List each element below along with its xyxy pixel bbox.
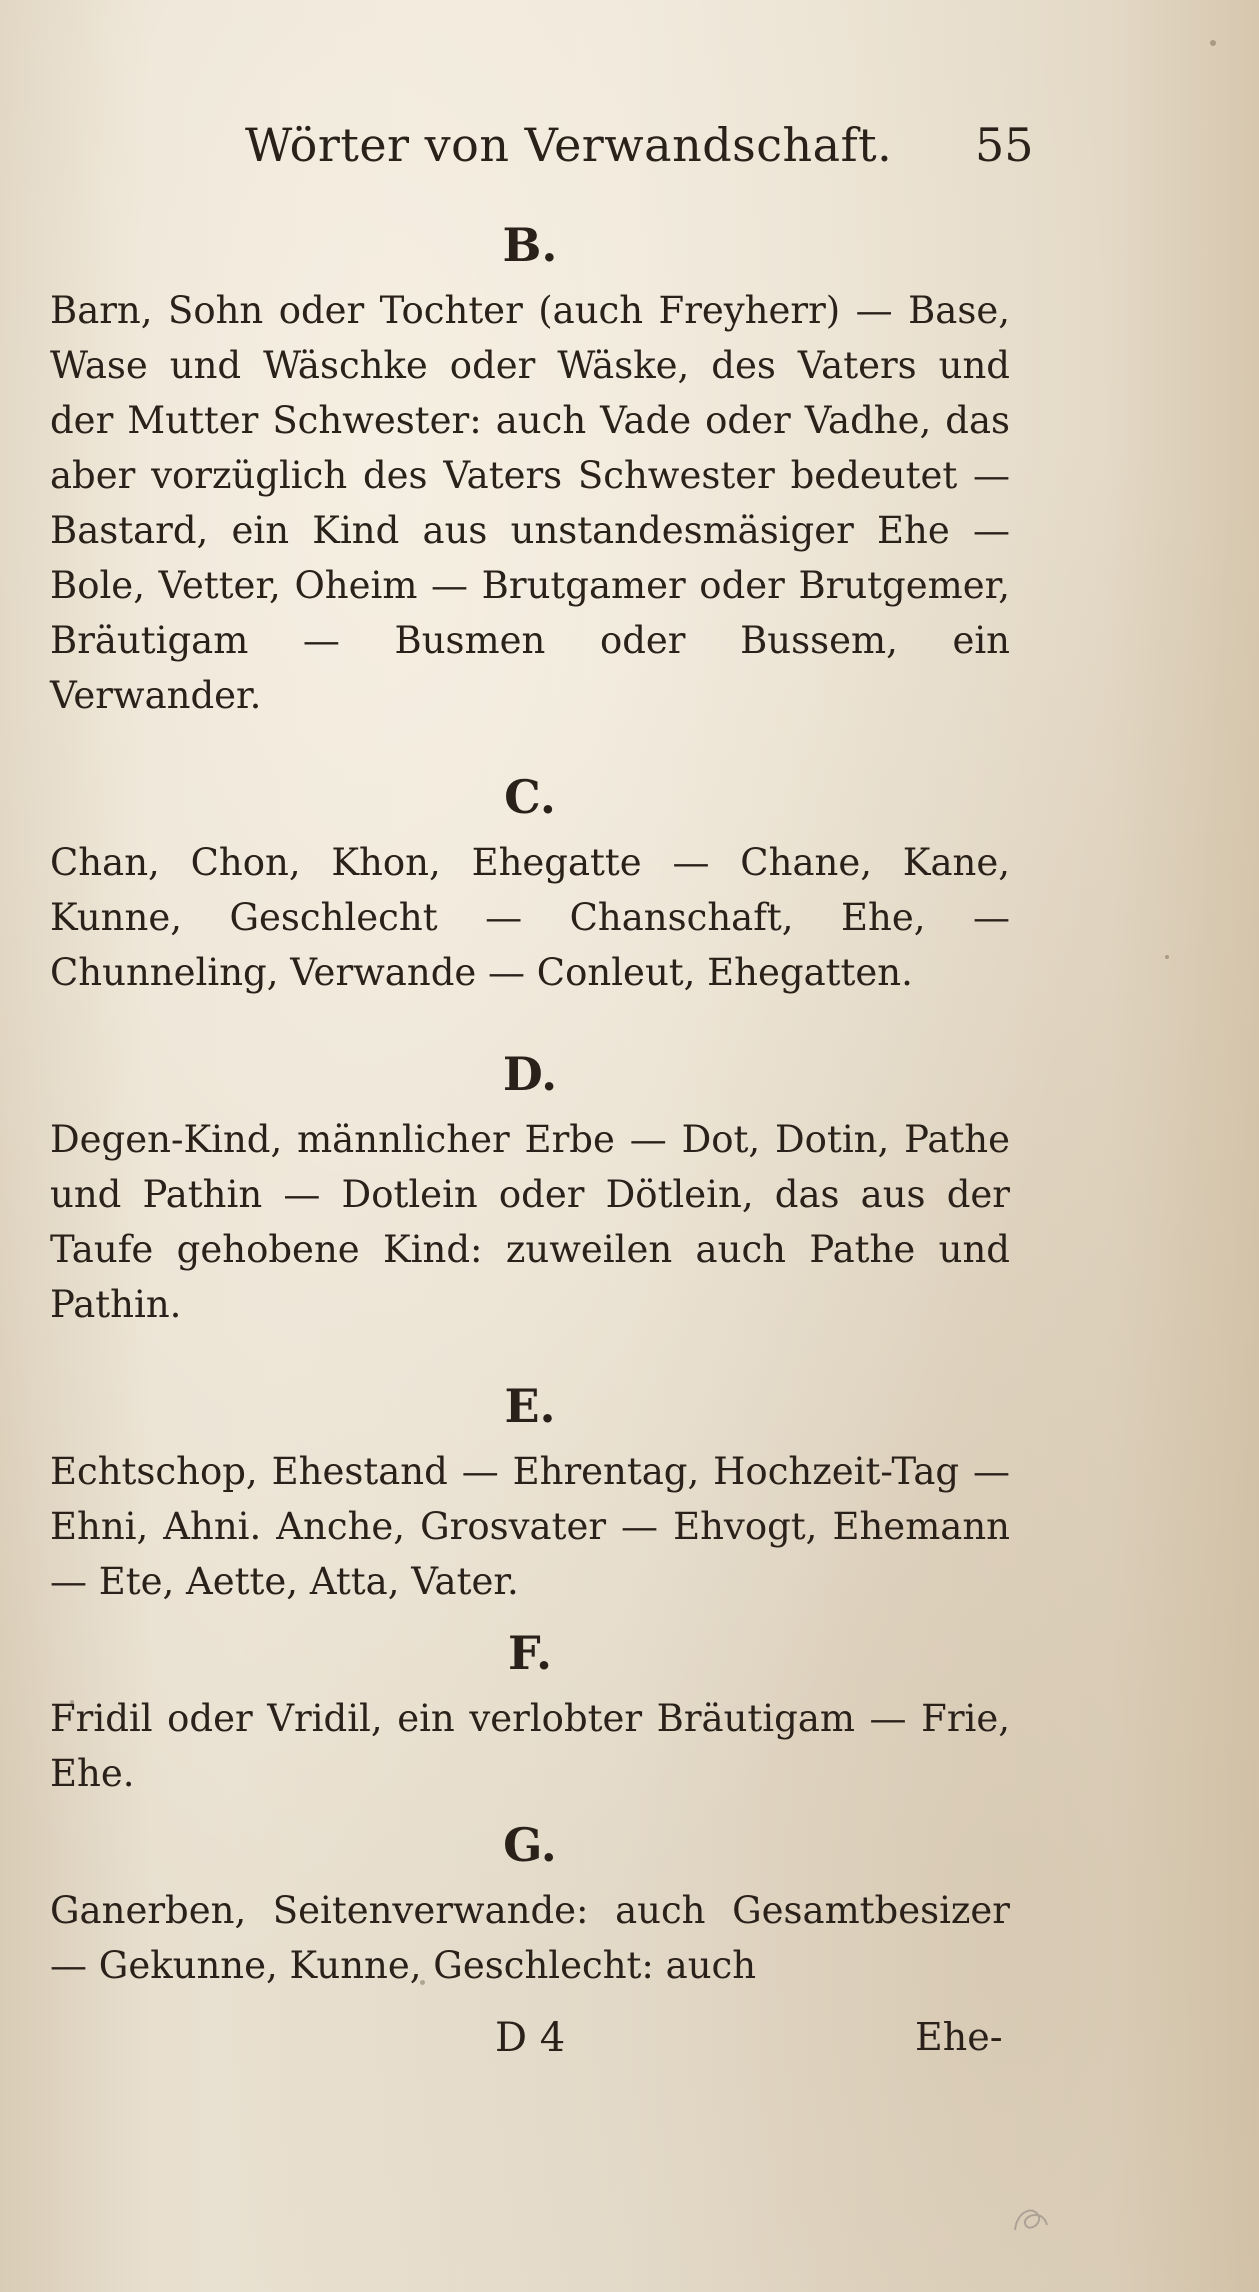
section-text: Fridil oder Vridil, ein verlobter Bräutigam — Frie, Ehe. [50, 1697, 1010, 1795]
section-heading: F. [507, 1626, 553, 1680]
section-text: Echtschop, Ehestand — Ehrentag, Hochzeit-Tag — Ehni, Ahni. Anche, Grosvater — Ehvogt, Ehemann — Ete, Aette, Atta, Vater. [50, 1450, 1010, 1603]
section-c [50, 767, 1010, 1000]
section-e [50, 1376, 1010, 1609]
section-b [50, 215, 1010, 723]
section-heading: C. [504, 770, 556, 824]
paper-speck [420, 1980, 425, 1985]
paper-speck [1165, 955, 1169, 959]
page-footer [0, 2015, 1259, 2075]
section-text: Degen-Kind, männlicher Erbe — Dot, Dotin, Pathe und Pathin — Dotlein oder Dötlein, das aus der Taufe gehobene Kind: zuweilen auch Pathe und Pathin. [50, 1118, 1010, 1326]
pencil-scribble-icon [1005, 2195, 1055, 2245]
section-f [50, 1623, 1010, 1801]
section-g [50, 1815, 1010, 1993]
page-number: 55 [975, 118, 1034, 172]
section-heading: G. [503, 1818, 557, 1872]
section-text: Ganerben, Seitenverwande: auch Gesamtbesizer — Gekunne, Kunne, Geschlecht: auch [50, 1889, 1010, 1987]
section-heading: D. [502, 1047, 558, 1101]
running-title: Wörter von Verwandschaft. [245, 118, 893, 172]
section-d [50, 1044, 1010, 1332]
paper-speck [1210, 40, 1216, 46]
section-text: Barn, Sohn oder Tochter (auch Freyherr) — Base, Wase und Wäschke oder Wäske, des Vaters und der Mutter Schwester: auch Vade oder Vadhe, das aber vorzüglich des Vaters Schwester bedeutet — Bastard, ein Kind aus unstandesmäsiger Ehe — Bole, Vetter, Oheim — Brutgamer oder Brutgemer, Bräutigam — Busmen oder Bussem, ein Verwander. [50, 289, 1010, 717]
page-body [50, 215, 1010, 1993]
page-header [0, 118, 1259, 188]
signature-mark: D 4 [495, 2015, 566, 2061]
section-text: Chan, Chon, Khon, Ehegatte — Chane, Kane, Kunne, Geschlecht — Chanschaft, Ehe, — Chunneling, Verwande — Conleut, Ehegatten. [50, 841, 1010, 994]
catchword: Ehe- [915, 2015, 1003, 2059]
section-heading: E. [504, 1379, 556, 1433]
section-heading: B. [502, 218, 558, 272]
paper-speck [70, 1700, 74, 1704]
